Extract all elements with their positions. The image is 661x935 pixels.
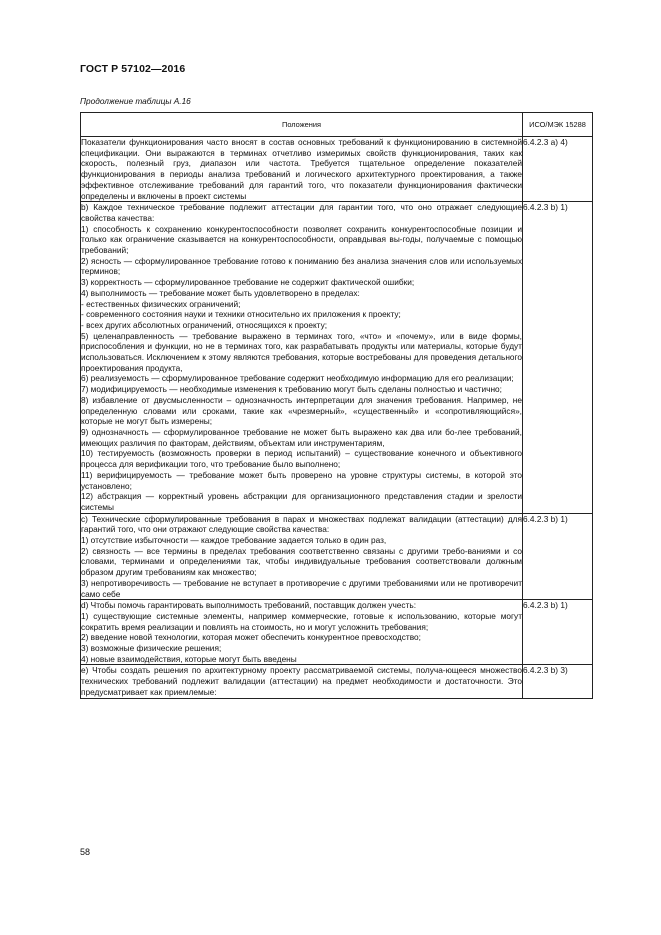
table-header-row — [81, 113, 593, 137]
provision-line: 1) существующие системные элементы, например коммерческие, готовые к использованию, которые могут сократить время реализации и повлиять на стоимость, но и могут усложнить требования; — [81, 610, 522, 632]
standard-reference-cell: 6.4.2.3 b) 3) — [523, 665, 593, 698]
page-number: 58 — [80, 847, 91, 857]
provision-cell — [81, 600, 523, 665]
provision-line: 2) связность — все термины в пределах требования соответственно связаны с другими требо-ваниями и со словами, терминами и определениями так, чтобы индивидуальные требования соответствовали должным образом другим требованиям как множество; — [81, 545, 522, 578]
provision-line: e) Чтобы создать решения по архитектурному проекту рассматриваемой системы, получа-ющееся множество технических требований подлежит валидации (аттестации) на предмет необходимости и достаточности. Это предусматривает как приемлемые: — [81, 665, 522, 697]
provision-cell — [81, 665, 523, 698]
provision-line: 2) ясность — сформулированное требование готово к пониманию без анализа значения слов или используемых терминов; — [81, 255, 522, 277]
table-row — [81, 513, 593, 600]
provision-line: Показатели функционирования часто вносят в состав основных требований к функционированию в системной спецификации. Они выражаются в терминах отчетливо измеримых свойств функционирования, таких как скорость, полезный груз, диапазон или частота. Требуется тщательное определение показателей функционирования в периоды анализа требований и логического архитектурного проектирования, а также эффективное отслеживание требований для гарантий того, что показатели функционирования фактически определены и включены в проект системы — [81, 137, 522, 201]
provision-line: 10) тестируемость (возможность проверки в период испытаний) – существование конечного и объективного процесса для верификации того, что требование было выполнено; — [81, 448, 522, 470]
provision-line: 3) корректность — сформулированное требование не содержит фактической ошибки; — [81, 277, 415, 288]
standard-reference-cell: 6.4.2.3 b) 1) — [523, 600, 593, 665]
table-row — [81, 202, 593, 513]
provision-line: 1) способность к сохранению конкурентоспособности позволяет сохранить конкурентоспособные позиции и только как ограничение сказывается на конкурентоспособности, оправдывая вы-годы, получаемые с помощью требований; — [81, 223, 522, 256]
provision-line: 5) целенаправленность — требование выражено в терминах того, «что» и «почему», или в виде формы, приспособления и функции, но не в терминах того, как разрабатывать продукты или материалы, которые будут использоваться. Исключением к этому являются требования, которые востребованы для проведения детального проектирования продукта, — [81, 330, 522, 373]
column-header-standard: ИСО/МЭК 15288 — [523, 113, 593, 137]
standard-reference-cell: 6.4.2.3 b) 1) — [523, 202, 593, 513]
table-body — [81, 137, 593, 699]
table-row — [81, 665, 593, 698]
standard-reference-cell: 6.4.2.3 а) 4) — [523, 137, 593, 202]
provision-cell — [81, 202, 523, 513]
table-caption: Продолжение таблицы А.16 — [80, 96, 191, 106]
table-row — [81, 137, 593, 202]
provision-line: 3) возможные физические решения; — [81, 643, 222, 654]
provision-line: c) Технические сформулированные требования в парах и множествах подлежат валидации (аттестации) для гарантий того, что они отражают следующие свойства качества: — [81, 513, 522, 535]
provision-cell — [81, 513, 523, 600]
provision-line: - всех других абсолютных ограничений, относящихся к проекту; — [81, 319, 328, 330]
table-row — [81, 600, 593, 665]
provision-line: 11) верифицируемость — требование может быть проверено на уровне структуры системы, в которой это установлено; — [81, 469, 522, 491]
provision-line: 7) модифицируемость — необходимые изменения к требованию могут быть сделаны полностью и частично; — [81, 384, 502, 395]
provision-cell — [81, 137, 523, 202]
provision-line: 12) абстракция — корректный уровень абстракции для организационного представления стадии и зрелости системы — [81, 491, 522, 512]
standard-reference-cell: 6.4.2.3 b) 1) — [523, 513, 593, 600]
provision-line: 2) введение новой технологии, которая может обеспечить конкурентное превосходство; — [81, 632, 421, 643]
requirements-table — [80, 112, 593, 699]
provision-line: 4) выполнимость — требование может быть удовлетворено в пределах: — [81, 287, 360, 298]
provision-line: - естественных физических ограничений; — [81, 298, 241, 309]
provision-line: 4) новые взаимодействия, которые могут быть введены — [81, 653, 297, 664]
provision-line: 3) непротиворечивость — требование не вступает в противоречие с другими требованиями или не противоречит само себе — [81, 577, 522, 599]
provision-line: b) Каждое техническое требование подлежит аттестации для гарантии того, что оно отражает следующие свойства качества: — [81, 202, 522, 223]
provision-line: 8) избавление от двусмысленности – однозначность интерпретации для значения требования. Например, не определенную словами или сроками, такие как «чрезмерный», «существенный» и «сопротивляющийся», которые не могут быть измерены; — [81, 394, 522, 427]
provision-line: 1) отсутствие избыточности — каждое требование задается только в один раз, — [81, 535, 387, 546]
provision-line: 9) однозначность — сформулированное требование не может быть выражено как два или бо-лее требований, имеющих различия по факторам, действиям, объектам или инструментариям, — [81, 426, 522, 448]
provision-line: 6) реализуемость — сформулированное требование содержит необходимую информацию для его реализации; — [81, 373, 514, 384]
provision-line: d) Чтобы помочь гарантировать выполнимость требований, поставщик должен учесть: — [81, 600, 417, 611]
column-header-provisions: Положения — [81, 113, 523, 137]
document-code: ГОСТ Р 57102—2016 — [80, 63, 186, 75]
provision-line: - современного состояния науки и техники относительно их приложения к проекту; — [81, 309, 401, 320]
